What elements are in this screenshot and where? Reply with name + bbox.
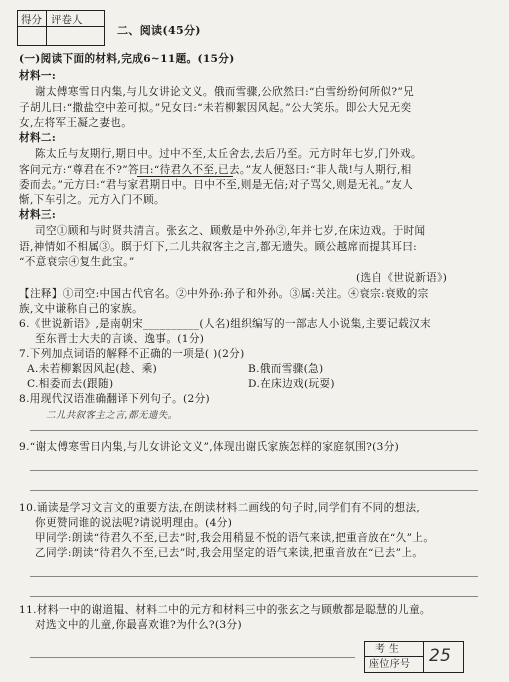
answer-line[interactable]: [30, 657, 355, 658]
score-label: 得分: [21, 14, 42, 26]
q10-line: 乙同学:朗读“待君久不至,已去”时,我会用坚定的语气来读,把重音放在“已去”上。: [35, 547, 424, 559]
notes-line: 【注释】①司空:中国古代官名。②中外孙:孙子和外孙。③属:关注。④衰宗:衰败的宗: [19, 288, 429, 300]
q7-option-c: C.相委而去(跟随): [27, 378, 114, 390]
q7-option-d: D.在床边戏(玩耍): [248, 378, 335, 390]
q8-stem: 8.用现代汉语准确翻译下列句子。(2分): [19, 393, 211, 405]
q9-stem: 9.“谢太傅寒雪日内集,与儿女讲论文义”,体现出谢氏家族怎样的家庭氛围?(3分): [19, 441, 400, 453]
material1-line: 谢太傅寒雪日内集,与儿女讲论文义。俄而雪骤,公欣然曰:“白雪纷纷何所似?”兄: [35, 86, 415, 98]
q7-stem: 7.下列加点词语的解释不正确的一项是( )(2分): [19, 348, 245, 360]
answer-line[interactable]: [30, 490, 478, 491]
answer-line[interactable]: [30, 430, 478, 431]
q11-line: 对选文中的儿童,你最喜欢谁?为什么?(3分): [35, 619, 242, 631]
part1-title: (一)阅读下面的材料,完成6~11题。(15分): [19, 53, 235, 65]
seat-number: 25: [429, 646, 452, 666]
q6-line: 6.《世说新语》,是南朝宋__________(人名)组织编写的一部志人小说集,主要记载汉末: [19, 318, 431, 330]
q8-sentence: 二儿共叙客主之言,都无遗失。: [46, 410, 178, 421]
material2-label: 材料二:: [19, 132, 57, 144]
q6-line: 至东晋士大夫的言谈、逸事。(1分): [35, 333, 205, 345]
section-title: 二、阅读(45分): [117, 24, 201, 37]
q10-line: 你更赞同谁的说法呢?请说明理由。(4分): [35, 517, 233, 529]
material1-line: 子胡儿曰:“撒盐空中差可拟。”兄女曰:“未若柳絮因风起。”公大笑乐。即公大兄无奕: [19, 102, 412, 114]
q7-option-a: A.未若柳絮因风起(趁、乘): [27, 363, 158, 375]
answer-line[interactable]: [30, 470, 478, 471]
underline-mark: [137, 176, 233, 177]
notes-line: 族,文中谦称自己的家族。: [19, 303, 144, 315]
seat-number-box: [364, 641, 464, 673]
q7-option-b: B.俄而雪骤(急): [248, 363, 324, 375]
material3-line: “不意衰宗④复生此宝。”: [19, 256, 135, 268]
examinee-label: 考 生: [375, 644, 400, 655]
material1-label: 材料一:: [19, 70, 57, 82]
seat-label: 座位序号: [369, 659, 411, 670]
grader-label: 评卷人: [51, 14, 83, 26]
answer-line[interactable]: [30, 596, 478, 597]
q10-line: 甲同学:朗读“待君久不至,已去”时,我会用稍显不悦的语气来读,把重音放在“久”上。: [35, 532, 435, 544]
source-citation: (选自《世说新语》): [356, 272, 448, 284]
material3-label: 材料三:: [19, 209, 57, 221]
material2-line: 惭,下车引之。元方入门不顾。: [19, 194, 165, 206]
material2-line: 陈太丘与友期行,期日中。过中不至,太丘舍去,去后乃至。元方时年七岁,门外戏。: [35, 148, 422, 160]
material2-line: 委而去。”元方曰:“君与家君期日中。日中不至,则是无信;对子骂父,则是无礼。”友人: [19, 179, 414, 191]
material1-line: 女,左将军王凝之妻也。: [19, 117, 133, 129]
q10-line: 10.诵读是学习文言文的重要方法,在朗读材料二画线的句子时,同学们有不同的想法,: [19, 502, 421, 514]
material3-line: 司空①顾和与时贤共清言。张玄之、顾敷是中外孙②,年并七岁,在床边戏。于时闻: [35, 225, 426, 237]
q11-line: 11.材料一中的谢道韫、材料二中的元方和材料三中的张玄之与顾敷都是聪慧的儿童。: [19, 604, 431, 616]
answer-line[interactable]: [30, 576, 478, 577]
material3-line: 语,神情如不相属③。瞑于灯下,二儿共叙客主之言,都无遗失。顾公越席而提其耳曰:: [19, 241, 418, 253]
score-box: [17, 10, 105, 46]
material2-line: 客问元方:“尊君在不?”答曰:“待君久不至,已去。”友人便怒曰:“非人哉!与人期行,相: [19, 164, 412, 176]
